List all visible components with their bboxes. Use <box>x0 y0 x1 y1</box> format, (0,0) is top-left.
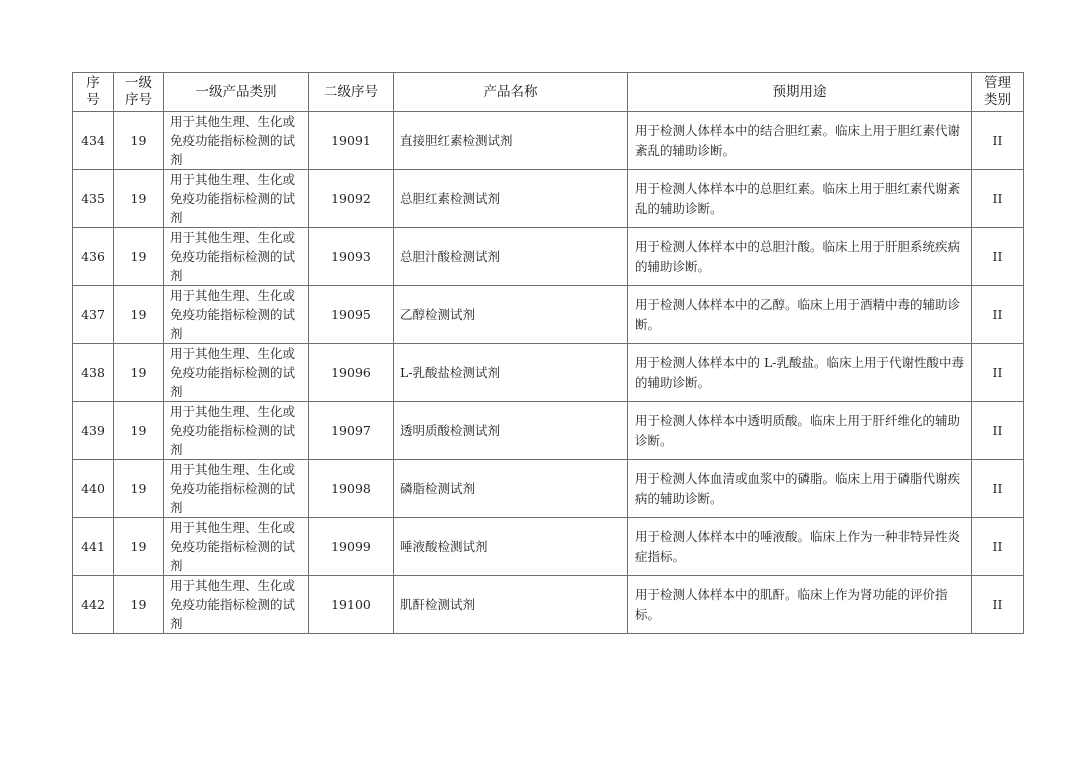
cell-level1-category: 用于其他生理、生化或免疫功能指标检测的试剂 <box>164 402 309 460</box>
cell-intended-use: 用于检测人体样本中透明质酸。临床上用于肝纤维化的辅助诊断。 <box>628 402 972 460</box>
cell-level1-category: 用于其他生理、生化或免疫功能指标检测的试剂 <box>164 460 309 518</box>
cell-product-name: 肌酐检测试剂 <box>394 576 628 634</box>
cell-product-name: 总胆红素检测试剂 <box>394 170 628 228</box>
header-level2-seq: 二级序号 <box>309 73 394 112</box>
cell-seq: 438 <box>73 344 114 402</box>
cell-level1-seq: 19 <box>114 112 164 170</box>
cell-level1-seq: 19 <box>114 576 164 634</box>
cell-mgmt-class: II <box>972 286 1024 344</box>
cell-intended-use: 用于检测人体样本中的乙醇。临床上用于酒精中毒的辅助诊断。 <box>628 286 972 344</box>
header-level1-category: 一级产品类别 <box>164 73 309 112</box>
cell-seq: 439 <box>73 402 114 460</box>
header-level1-seq: 一级序号 <box>114 73 164 112</box>
cell-mgmt-class: II <box>972 228 1024 286</box>
table-row <box>73 402 1024 460</box>
cell-level2-seq: 19098 <box>309 460 394 518</box>
header-product-name: 产品名称 <box>394 73 628 112</box>
cell-intended-use: 用于检测人体样本中的 L-乳酸盐。临床上用于代谢性酸中毒的辅助诊断。 <box>628 344 972 402</box>
cell-intended-use: 用于检测人体血清或血浆中的磷脂。临床上用于磷脂代谢疾病的辅助诊断。 <box>628 460 972 518</box>
cell-level2-seq: 19092 <box>309 170 394 228</box>
cell-product-name: 透明质酸检测试剂 <box>394 402 628 460</box>
cell-level1-seq: 19 <box>114 460 164 518</box>
product-classification-table <box>72 72 1024 634</box>
cell-mgmt-class: II <box>972 460 1024 518</box>
cell-level1-category: 用于其他生理、生化或免疫功能指标检测的试剂 <box>164 518 309 576</box>
table-row <box>73 344 1024 402</box>
cell-mgmt-class: II <box>972 112 1024 170</box>
cell-level1-seq: 19 <box>114 228 164 286</box>
cell-product-name: 磷脂检测试剂 <box>394 460 628 518</box>
cell-mgmt-class: II <box>972 402 1024 460</box>
cell-seq: 442 <box>73 576 114 634</box>
header-seq: 序号 <box>73 73 114 112</box>
cell-level2-seq: 19097 <box>309 402 394 460</box>
cell-mgmt-class: II <box>972 170 1024 228</box>
cell-intended-use: 用于检测人体样本中的结合胆红素。临床上用于胆红素代谢紊乱的辅助诊断。 <box>628 112 972 170</box>
cell-intended-use: 用于检测人体样本中的肌酐。临床上作为肾功能的评价指标。 <box>628 576 972 634</box>
cell-level1-seq: 19 <box>114 402 164 460</box>
table-row <box>73 460 1024 518</box>
header-mgmt-class: 管理类别 <box>972 73 1024 112</box>
table-header-row <box>73 73 1024 112</box>
cell-product-name: 乙醇检测试剂 <box>394 286 628 344</box>
cell-product-name: 唾液酸检测试剂 <box>394 518 628 576</box>
header-intended-use: 预期用途 <box>628 73 972 112</box>
cell-seq: 436 <box>73 228 114 286</box>
cell-mgmt-class: II <box>972 344 1024 402</box>
cell-intended-use: 用于检测人体样本中的唾液酸。临床上作为一种非特异性炎症指标。 <box>628 518 972 576</box>
cell-level2-seq: 19096 <box>309 344 394 402</box>
cell-level2-seq: 19100 <box>309 576 394 634</box>
cell-level1-seq: 19 <box>114 170 164 228</box>
cell-level1-category: 用于其他生理、生化或免疫功能指标检测的试剂 <box>164 228 309 286</box>
cell-level1-category: 用于其他生理、生化或免疫功能指标检测的试剂 <box>164 170 309 228</box>
table-row <box>73 170 1024 228</box>
cell-product-name: L-乳酸盐检测试剂 <box>394 344 628 402</box>
cell-level1-seq: 19 <box>114 286 164 344</box>
cell-mgmt-class: II <box>972 518 1024 576</box>
cell-seq: 437 <box>73 286 114 344</box>
cell-mgmt-class: II <box>972 576 1024 634</box>
cell-seq: 440 <box>73 460 114 518</box>
cell-level1-seq: 19 <box>114 518 164 576</box>
cell-intended-use: 用于检测人体样本中的总胆汁酸。临床上用于肝胆系统疾病的辅助诊断。 <box>628 228 972 286</box>
cell-level2-seq: 19099 <box>309 518 394 576</box>
cell-level2-seq: 19091 <box>309 112 394 170</box>
table-row <box>73 518 1024 576</box>
cell-seq: 441 <box>73 518 114 576</box>
table-row <box>73 576 1024 634</box>
cell-level2-seq: 19093 <box>309 228 394 286</box>
table-row <box>73 112 1024 170</box>
cell-level1-category: 用于其他生理、生化或免疫功能指标检测的试剂 <box>164 576 309 634</box>
table-row <box>73 286 1024 344</box>
cell-level1-category: 用于其他生理、生化或免疫功能指标检测的试剂 <box>164 112 309 170</box>
table-row <box>73 228 1024 286</box>
cell-level1-category: 用于其他生理、生化或免疫功能指标检测的试剂 <box>164 286 309 344</box>
cell-seq: 434 <box>73 112 114 170</box>
cell-seq: 435 <box>73 170 114 228</box>
cell-level2-seq: 19095 <box>309 286 394 344</box>
cell-product-name: 总胆汁酸检测试剂 <box>394 228 628 286</box>
table-body <box>73 112 1024 634</box>
cell-intended-use: 用于检测人体样本中的总胆红素。临床上用于胆红素代谢紊乱的辅助诊断。 <box>628 170 972 228</box>
cell-level1-category: 用于其他生理、生化或免疫功能指标检测的试剂 <box>164 344 309 402</box>
cell-level1-seq: 19 <box>114 344 164 402</box>
cell-product-name: 直接胆红素检测试剂 <box>394 112 628 170</box>
